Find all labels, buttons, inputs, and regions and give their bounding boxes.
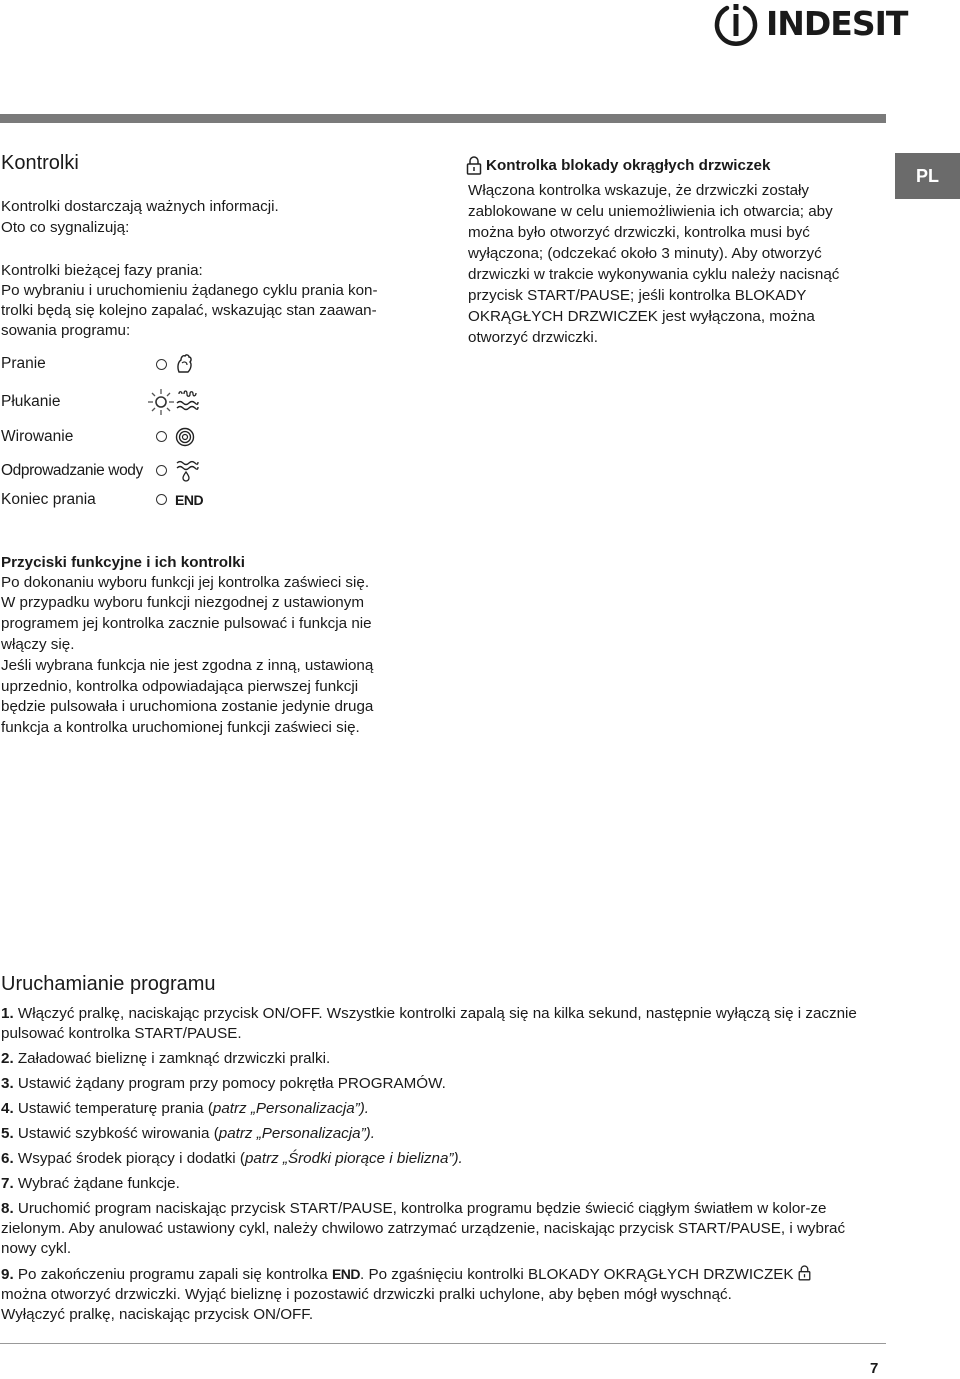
rinse-icon — [175, 388, 199, 412]
phase-label-wirowanie: Wirowanie — [1, 428, 74, 445]
step-reference: patrz „Personalizacja”). — [218, 1125, 375, 1142]
lock-line: można było otworzyć drzwiczki, kontrolka musi być — [468, 224, 810, 241]
lock-icon — [798, 1264, 811, 1281]
step-text: Ustawić żądany program przy pomocy pokrętła PROGRAMÓW. — [13, 1075, 446, 1092]
step-number: 6. — [1, 1150, 14, 1167]
step-text: Uruchomić program naciskając przycisk START/PAUSE, kontrolka programu będzie świecić ciągłym światłem w kolor-ze zielonym. Aby anulować ustawiony cykl, należy chwilowo zatrzymać urządzenie, naciskając przycisk START/PAUSE, i wybrać nowy cykl. — [1, 1200, 846, 1257]
blinking-indicator-icon — [146, 387, 176, 417]
intro-line: Oto co sygnalizują: — [1, 219, 130, 236]
step-7 — [1, 1174, 881, 1194]
phase-label-odprowadzanie: Odprowadzanie wody — [1, 462, 143, 479]
step-number: 3. — [1, 1075, 14, 1092]
step-number: 9. — [1, 1266, 14, 1283]
step-text: Wsypać środek piorący i dodatki ( — [13, 1150, 245, 1167]
step-number: 8. — [1, 1200, 14, 1217]
phase-description: sowania programu: — [1, 322, 131, 339]
lock-line: zablokowane w celu uniemożliwienia ich otwarcia; aby — [468, 203, 833, 220]
step-3 — [1, 1074, 881, 1094]
phase-label-plukanie: Płukanie — [1, 393, 61, 410]
phase-description: Po wybraniu i uruchomieniu żądanego cyklu prania kon- — [1, 282, 378, 299]
step-9 — [1, 1264, 881, 1325]
phase-indicator-dot — [156, 494, 167, 505]
buttons-heading: Przyciski funkcyjne i ich kontrolki — [1, 554, 245, 571]
step-text: Wybrać żądane funkcje. — [13, 1175, 180, 1192]
steps-list — [1, 1004, 881, 1325]
section-title-uruchamianie: Uruchamianie programu — [1, 973, 216, 995]
step-number: 7. — [1, 1175, 14, 1192]
footer-line — [0, 1343, 886, 1344]
phase-indicator-dot — [156, 359, 167, 370]
step-8 — [1, 1199, 881, 1259]
phase-heading: Kontrolki bieżącej fazy prania: — [1, 262, 203, 279]
lock-line: OKRĄGŁYCH DRZWICZEK jest wyłączona, można — [468, 308, 815, 325]
step-5 — [1, 1124, 881, 1144]
end-icon: END — [331, 1266, 360, 1282]
step-number: 5. — [1, 1125, 14, 1142]
lock-line: Włączona kontrolka wskazuje, że drzwiczki zostały — [468, 182, 809, 199]
buttons-line: będzie pulsowała i uruchomiona zostanie jedynie druga — [1, 698, 374, 715]
spin-icon — [175, 427, 195, 447]
brand-logo — [712, 2, 907, 46]
step-reference: patrz „Personalizacja”). — [212, 1100, 370, 1117]
language-tab: PL — [895, 153, 960, 199]
phase-label-pranie: Pranie — [1, 355, 46, 372]
buttons-line: Jeśli wybrana funkcja nie jest zgodna z inną, ustawioną — [1, 657, 374, 674]
end-icon: END — [175, 492, 204, 508]
phase-indicator-dot — [156, 465, 167, 476]
step-text: Załadować bieliznę i zamknąć drzwiczki pralki. — [13, 1050, 331, 1067]
buttons-line: włączy się. — [1, 636, 75, 653]
step-4 — [1, 1099, 881, 1119]
step-number: 1. — [1, 1005, 14, 1022]
lock-line: drzwiczki w trakcie wykonywania cyklu należy nacisnąć — [468, 266, 840, 283]
phase-indicator-dot — [156, 431, 167, 442]
step-text: Wyłączyć pralkę, naciskając przycisk ON/OFF. — [1, 1306, 314, 1323]
lock-line: otworzyć drzwiczki. — [468, 329, 598, 346]
step-text: Włączyć pralkę, naciskając przycisk ON/OFF. Wszystkie kontrolki zapalą się na kilka sekund, następnie wyłączą się i zacznie pulsować kontrolka START/PAUSE. — [1, 1005, 857, 1042]
wash-icon — [175, 352, 195, 374]
section-title-kontrolki: Kontrolki — [1, 152, 79, 174]
intro-line: Kontrolki dostarczają ważnych informacji. — [1, 198, 279, 215]
lock-icon — [466, 155, 482, 175]
brand-name: INDESIT — [766, 4, 908, 43]
step-6 — [1, 1149, 881, 1169]
step-text: . Po zgaśnięciu kontrolki BLOKADY OKRĄGŁYCH DRZWICZEK — [360, 1266, 798, 1283]
header-bar — [0, 114, 886, 123]
buttons-line: uprzednio, kontrolka odpowiadająca pierwszej funkcji — [1, 678, 359, 695]
buttons-line: programem jej kontrolka zacznie pulsować i funkcja nie — [1, 615, 372, 632]
indesit-logo-icon — [712, 2, 760, 46]
buttons-line: funkcja a kontrolka uruchomionej funkcji zaświeci się. — [1, 719, 360, 736]
step-text: można otworzyć drzwiczki. Wyjąć bieliznę i pozostawić drzwiczki pralki uchylone, aby bęben mógł wyschnąć. — [1, 1286, 732, 1303]
page-number: 7 — [870, 1360, 879, 1377]
buttons-line: Po dokonaniu wyboru funkcji jej kontrolka zaświeci się. — [1, 574, 370, 591]
step-text: Po zakończeniu programu zapali się kontrolka — [13, 1266, 332, 1283]
step-number: 2. — [1, 1050, 14, 1067]
lock-line: wyłączona; (odczekać około 3 minuty). Aby otworzyć — [468, 245, 822, 262]
step-2 — [1, 1049, 881, 1069]
step-text: Ustawić temperaturę prania ( — [13, 1100, 213, 1117]
lock-line: przycisk START/PAUSE; jeśli kontrolka BLOKADY — [468, 287, 807, 304]
drain-icon — [175, 459, 199, 483]
step-reference: patrz „Środki piorące i bielizna”). — [244, 1150, 463, 1167]
step-1 — [1, 1004, 881, 1044]
lock-heading: Kontrolka blokady okrągłych drzwiczek — [486, 157, 771, 174]
phase-label-koniec: Koniec prania — [1, 491, 96, 508]
phase-description: trolki będą się kolejno zapalać, wskazując stan zaawan- — [1, 302, 377, 319]
step-text: Ustawić szybkość wirowania ( — [13, 1125, 219, 1142]
step-number: 4. — [1, 1100, 14, 1117]
buttons-line: W przypadku wyboru funkcji niezgodnej z ustawionym — [1, 594, 364, 611]
